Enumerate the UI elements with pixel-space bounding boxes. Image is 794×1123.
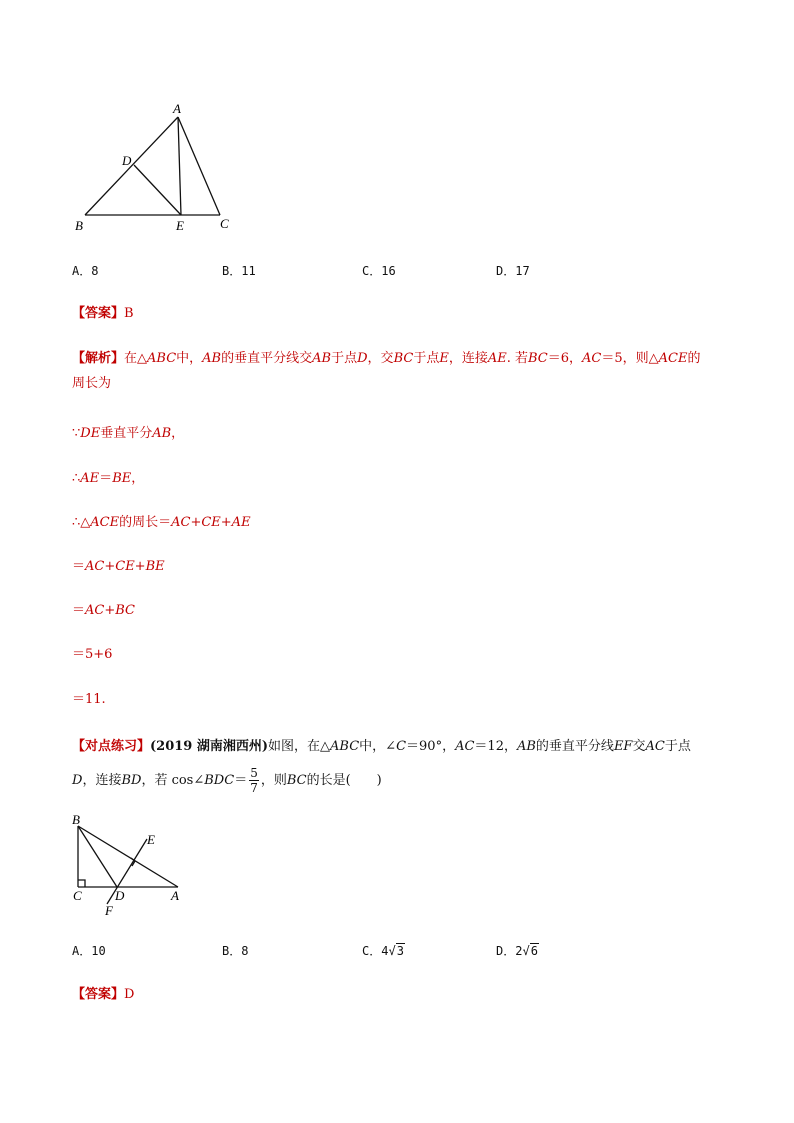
q1-analysis-line1: 【解析】在△ABC中，AB的垂直平分线交AB于点D，交BC于点E，连接AE. 若BC＝6，AC＝5，则△ACE的 [72, 351, 701, 366]
q1-step-4: ＝AC+CE+BE [72, 559, 165, 574]
q1-step-2: ∴AE＝BE， [72, 471, 145, 486]
segment-ba [78, 826, 178, 887]
segment-de [134, 165, 181, 215]
q1-step-7: ＝11. [72, 692, 106, 707]
q2-answer: 【答案】D [72, 987, 135, 1002]
segment-ab [85, 117, 178, 215]
q1-answer: 【答案】B [72, 306, 134, 321]
q1-step-5: ＝AC+BC [72, 603, 135, 618]
segment-ac [178, 117, 220, 215]
q1-step-6: ＝5+6 [72, 647, 113, 662]
sqrt-symbol: √ [388, 944, 396, 958]
q1-option-b: B．11 [222, 264, 256, 278]
q2-option-b: B．8 [222, 944, 249, 958]
label-a: A [171, 888, 179, 903]
label-c: C [73, 888, 82, 903]
q2-option-c: C．4√3 [362, 944, 404, 958]
label-e: E [147, 832, 155, 847]
q2-option-d: D．2√6 [496, 944, 538, 958]
q1-option-c: C．16 [362, 264, 396, 278]
q1-step-3: ∴△ACE的周长＝AC+CE+AE [72, 515, 251, 530]
q2-option-a: A．10 [72, 944, 106, 958]
q1-option-a: A．8 [72, 264, 99, 278]
segment-ef [107, 839, 147, 904]
figure-right-triangle-abc [65, 812, 195, 922]
label-b: B [75, 218, 83, 233]
label-d: D [122, 153, 132, 168]
q1-step-1: ∵DE垂直平分AB， [72, 426, 185, 441]
label-d: D [115, 888, 125, 903]
q2-question-line2: D，连接BD，若 cos∠BDC＝ $\frac{5}{7}$ ，则BC的长是( ) [72, 766, 382, 795]
fraction-5-7: $\frac{5}{7}$ [250, 766, 258, 795]
right-angle-mark-c [78, 880, 85, 887]
segment-bd [78, 826, 117, 887]
label-e: E [176, 218, 184, 233]
label-c: C [220, 216, 229, 231]
label-b: B [72, 812, 80, 827]
figure-triangle-abc [60, 95, 260, 240]
q1-analysis-line2: 周长为 [72, 376, 112, 391]
label-a: A [173, 101, 181, 116]
label-f: F [105, 903, 113, 918]
q1-option-d: D．17 [496, 264, 530, 278]
segment-ae [178, 117, 181, 215]
q2-question-line1: 【对点练习】(2019 湖南湘西州)如图，在△ABC中，∠C＝90°，AC＝12，AB的垂直平分线EF交AC于点 [72, 739, 691, 754]
sqrt-symbol: √ [522, 944, 530, 958]
